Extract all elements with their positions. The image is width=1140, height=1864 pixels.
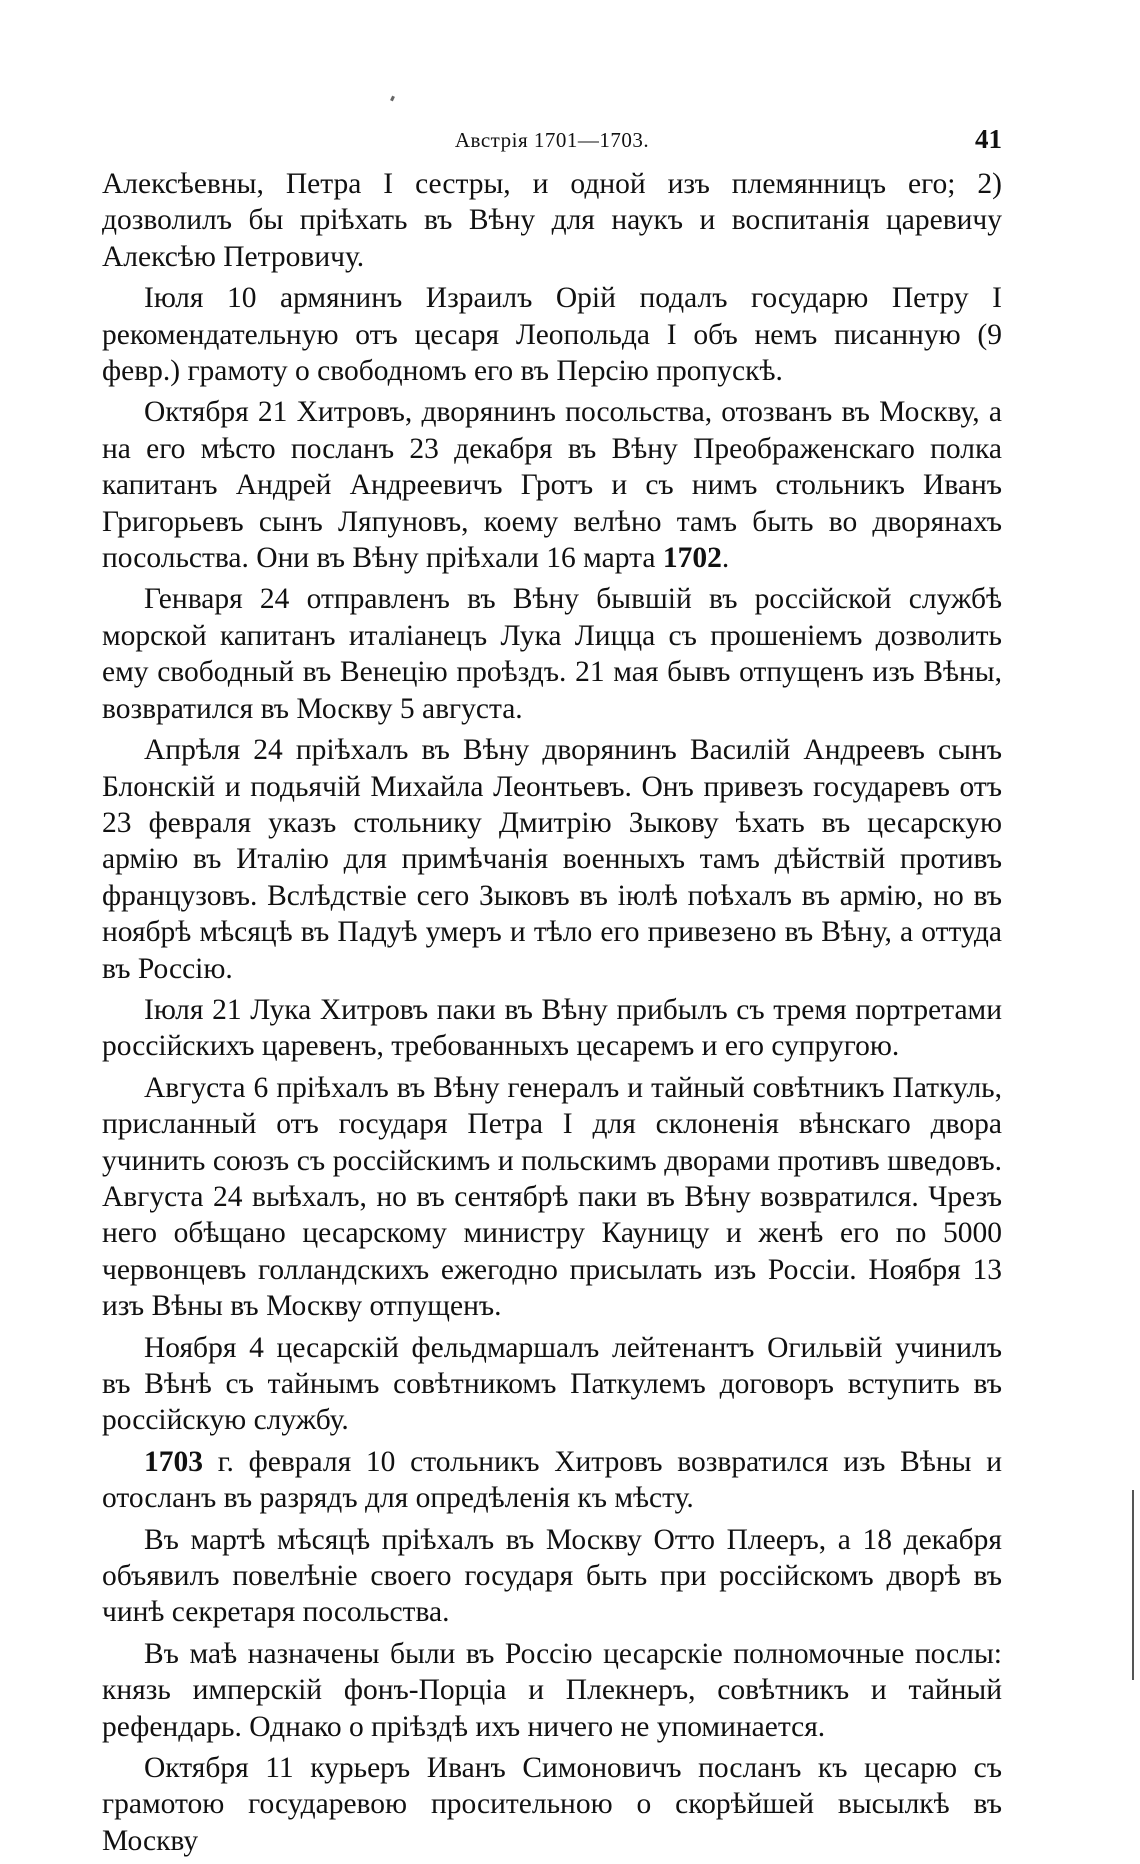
page-header xyxy=(102,124,1002,160)
page-number: 41 xyxy=(975,124,1002,154)
paragraph: Ноября 4 цесарскій фельдмаршалъ лейтенантъ Огильвій учинилъ въ Вѣнѣ съ тайнымъ совѣтникомъ Паткулемъ договоръ вступить въ россійскую службу. xyxy=(102,1331,1002,1437)
paragraph xyxy=(102,1444,1002,1517)
year-bold: 1702 xyxy=(662,542,722,575)
paragraph: Іюля 21 Лука Хитровъ паки въ Вѣну прибылъ съ тремя портретами россійскихъ царевенъ, требованныхъ цесаремъ и его супругою. xyxy=(102,993,1002,1063)
paragraph: Августа 6 пріѣхалъ въ Вѣну генералъ и тайный совѣтникъ Паткуль, присланный отъ государя Петра I для склоненія вѣнскаго двора учинить союзъ съ россійскимъ и польскимъ дворами противъ шведовъ. Августа 24 выѣхалъ, но въ сентябрѣ паки въ Вѣну возвратился. Чрезъ него обѣщано цесарскому министру Кауницу и женѣ его по 5000 червонцевъ голландскихъ ежегодно присылать изъ Россіи. Ноября 13 изъ Вѣны въ Москву отпущенъ. xyxy=(102,1071,1002,1323)
scan-speck xyxy=(390,96,395,102)
paragraph: Алексѣевны, Петра I сестры, и одной изъ племянницъ его; 2) дозволилъ бы пріѣхать въ Вѣну для наукъ и воспитанія царевичу Алексѣю Петровичу. xyxy=(102,168,1002,273)
running-head: Австрія 1701—1703. xyxy=(454,128,650,152)
paragraph: Генваря 24 отправленъ въ Вѣну бывшій въ россійской службѣ морской капитанъ италіанецъ Лука Лицца съ прошеніемъ дозволить ему свободный въ Венецію проѣздъ. 21 мая бывъ отпущенъ изъ Вѣны, возвратился въ Москву 5 августа. xyxy=(102,583,1002,725)
paragraph-text: Октября 21 Хитровъ, дворянинъ посольства, отозванъ въ Москву, а на его мѣсто посланъ 23 декабря въ Вѣну Преображенскаго полка капитанъ Андрей Андреевичъ Гротъ и съ нимъ стольникъ Иванъ Григорьевъ сынъ Ляпуновъ, коему велѣно тамъ быть во дворянахъ посольства. Они въ Вѣну пріѣхали 16 марта xyxy=(102,396,1002,575)
paragraph: Октября 11 курьеръ Иванъ Симоновичъ посланъ къ цесарю съ грамотою государевою просительною о скорѣйшей высылкѣ въ Москву xyxy=(102,1752,1002,1857)
body-text xyxy=(102,166,1002,1864)
paragraph: Въ маѣ назначены были въ Россію цесарскіе полномочные послы: князь имперскій фонъ-Порціа и Плекнеръ, совѣтникъ и тайный рефендарь. Однако о пріѣздѣ ихъ ничего не упоминается. xyxy=(102,1637,1002,1743)
paragraph-text: г. февраля 10 стольникъ Хитровъ возвратился изъ Вѣны и отосланъ въ разрядъ для опредѣленія къ мѣсту. xyxy=(102,1445,1002,1515)
paragraph: Іюля 10 армянинъ Израилъ Орій подалъ государю Петру I рекомендательную отъ цесаря Леопольда I объ немъ писанную (9 февр.) грамоту о свободномъ его въ Персію пропускѣ. xyxy=(102,282,1002,388)
year-bold: 1703 xyxy=(144,1445,203,1478)
scan-edge-line xyxy=(1132,1490,1134,1680)
paragraph xyxy=(102,394,1002,576)
paragraph-text: . xyxy=(721,542,730,575)
paragraph: Апрѣля 24 пріѣхалъ въ Вѣну дворянинъ Василій Андреевъ сынъ Блонскій и подьячій Михайла Леонтьевъ. Онъ привезъ государевъ отъ 23 февраля указъ стольнику Дмитрію Зыкову ѣхать въ цесарскую армію въ Италію для примѣчанія военныхъ тамъ дѣйствій противъ французовъ. Вслѣдствіе сего Зыковъ въ іюлѣ поѣхалъ въ армію, но въ ноябрѣ мѣсяцѣ въ Падуѣ умеръ и тѣло его привезено въ Вѣну, а оттуда въ Россію. xyxy=(102,734,1002,985)
paragraph: Въ мартѣ мѣсяцѣ пріѣхалъ въ Москву Отто Плееръ, а 18 декабря объявилъ повелѣніе своего государя быть при россійскомъ дворѣ въ чинѣ секретаря посольства. xyxy=(102,1523,1002,1629)
